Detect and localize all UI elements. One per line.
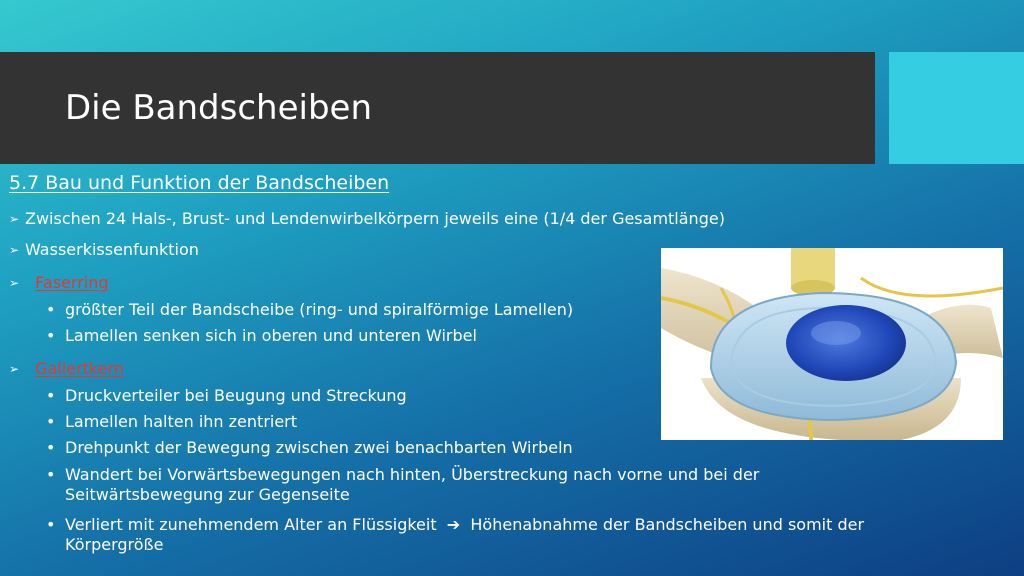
nucleus-highlight-shape [811, 321, 861, 345]
sub-item: Druckverteiler bei Beugung und Streckung [65, 386, 407, 405]
faserring-link[interactable]: Faserring [35, 273, 109, 292]
dot-bullet-icon: • [46, 465, 56, 484]
sub-item-text: Verliert mit zunehmendem Alter an Flüssigkeit [65, 515, 437, 534]
bullet-item [9, 240, 199, 260]
sub-item-continuation: Seitwärtsbewegung zur Gegenseite [65, 485, 350, 504]
arrowhead-bullet-icon: ➢ [9, 362, 20, 376]
arrowhead-bullet-icon: ➢ [9, 212, 20, 226]
bullet-item [9, 273, 109, 293]
bullet-item [9, 359, 124, 379]
gallertkern-link[interactable]: Gallertkern [35, 359, 124, 378]
dot-bullet-icon: • [46, 326, 56, 345]
dot-bullet-icon: • [46, 386, 56, 405]
slide-title: Die Bandscheiben [65, 88, 373, 128]
section-heading: 5.7 Bau und Funktion der Bandscheiben [9, 172, 390, 194]
arrowhead-bullet-icon: ➢ [9, 276, 20, 290]
sub-item-continuation: Körpergröße [65, 535, 164, 554]
arrowhead-bullet-icon: ➢ [9, 243, 20, 257]
bullet-item [9, 209, 725, 229]
nerve-shape [861, 278, 1003, 296]
spinal-disc-illustration [661, 248, 1003, 440]
dot-bullet-icon: • [46, 412, 56, 431]
sub-item: Lamellen senken sich in oberen und unteren Wirbel [65, 326, 477, 345]
dot-bullet-icon: • [46, 438, 56, 457]
sub-item: Wandert bei Vorwärtsbewegungen nach hinten, Überstreckung nach vorne und bei der [65, 465, 760, 484]
sub-item-text: Höhenabnahme der Bandscheiben und somit der [470, 515, 865, 534]
dot-bullet-icon: • [46, 300, 56, 319]
sub-item: größter Teil der Bandscheibe (ring- und spiralförmige Lamellen) [65, 300, 574, 319]
sub-item: Drehpunkt der Bewegung zwischen zwei benachbarten Wirbeln [65, 438, 573, 457]
spinal-disc-image [661, 248, 1003, 440]
bullet-text: Wasserkissenfunktion [25, 240, 199, 259]
sub-item [65, 515, 864, 535]
bullet-text: Zwischen 24 Hals-, Brust- und Lendenwirbelkörpern jeweils eine (1/4 der Gesamtlänge) [25, 209, 725, 228]
right-arrow-icon: ➔ [441, 515, 466, 534]
dot-bullet-icon: • [46, 515, 56, 534]
sub-item: Lamellen halten ihn zentriert [65, 412, 298, 431]
